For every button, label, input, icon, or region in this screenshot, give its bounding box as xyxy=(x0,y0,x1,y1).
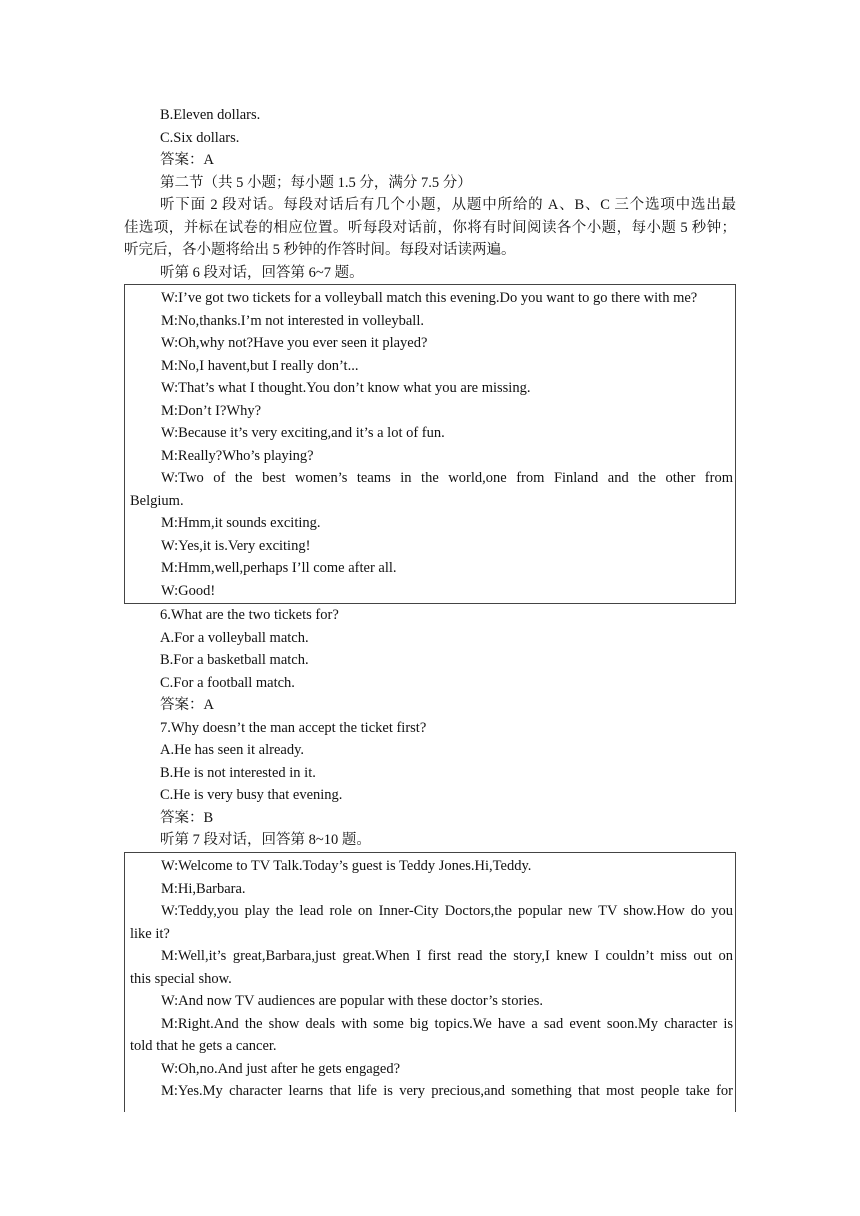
dialog-line: W:Good! xyxy=(161,582,216,599)
dialog-line: M:Right.And the show deals with some big topics.We have a sad event soon.My character is xyxy=(161,1015,733,1032)
dialog-line: M:No,thanks.I’m not interested in volleyball. xyxy=(161,312,424,329)
dialog-line: W:Teddy,you play the lead role on Inner-City Doctors,the popular new TV show.How do you xyxy=(161,903,733,919)
question-7: 7.Why doesn’t the man accept the ticket first? xyxy=(160,719,427,736)
section-heading: 第二节（共 5 小题；每小题 1.5 分，满分 7.5 分） xyxy=(160,174,472,191)
dialog-line: M:Don’t I?Why? xyxy=(161,402,261,419)
question-7-option-a: A.He has seen it already. xyxy=(160,742,305,758)
intro-section xyxy=(124,104,736,284)
dialog-line: M:Really?Who’s playing? xyxy=(161,447,314,464)
question-6-answer: 答案：A xyxy=(160,697,214,713)
dialog-7-box xyxy=(124,852,736,1112)
question-6: 6.What are the two tickets for? xyxy=(160,607,339,623)
dialog-line: M:Hi,Barbara. xyxy=(161,880,246,897)
dialog-line: W:Yes,it is.Very exciting! xyxy=(161,537,311,554)
dialog-line: M:Hmm,well,perhaps I’ll come after all. xyxy=(161,560,397,576)
question-6-option-c: C.For a football match. xyxy=(160,674,295,691)
dialog-line: M:No,I havent,but I really don’t... xyxy=(161,357,359,374)
dialog-line: M:Hmm,it sounds exciting. xyxy=(161,515,321,531)
instructions-line-2: 佳选项，并标在试卷的相应位置。听每段对话前，你将有时间阅读各个小题，每小题 5 秒钟； xyxy=(124,219,736,236)
instructions-line-3: 听完后，各小题将给出 5 秒钟的作答时间。每段对话读两遍。 xyxy=(124,242,516,258)
dialog-6-heading: 听第 6 段对话，回答第 6~7 题。 xyxy=(160,264,364,281)
dialog-line: W:Two of the best women’s teams in the world,one from Finland and the other from xyxy=(161,470,733,486)
question-6-option-a: A.For a volleyball match. xyxy=(160,629,309,646)
dialog-line: M:Yes.My character learns that life is very precious,and something that most people take for xyxy=(161,1083,733,1099)
instructions-line-1: 听下面 2 段对话。每段对话后有几个小题，从题中所给的 A、B、C 三个选项中选出最 xyxy=(160,197,736,213)
dialog-line: W:And now TV audiences are popular with these doctor’s stories. xyxy=(161,993,544,1009)
dialog-line: W:Oh,why not?Have you ever seen it played? xyxy=(161,335,428,351)
dialog-line: M:Well,it’s great,Barbara,just great.When I first read the story,I knew I couldn’t miss out on xyxy=(161,948,733,964)
option-c: C.Six dollars. xyxy=(160,129,240,146)
dialog-line-continued: this special show. xyxy=(130,970,232,987)
question-7-answer: 答案：B xyxy=(160,809,214,826)
option-b: B.Eleven dollars. xyxy=(160,107,261,123)
questions-section xyxy=(124,604,736,852)
question-7-option-b: B.He is not interested in it. xyxy=(160,764,316,781)
dialog-7-heading: 听第 7 段对话，回答第 8~10 题。 xyxy=(160,832,371,848)
dialog-line-continued: like it? xyxy=(130,925,170,942)
dialog-line: W:I’ve got two tickets for a volleyball match this evening.Do you want to go there with me? xyxy=(161,290,698,306)
question-6-option-b: B.For a basketball match. xyxy=(160,652,309,668)
answer: 答案：A xyxy=(160,152,214,168)
question-7-option-c: C.He is very busy that evening. xyxy=(160,787,343,803)
dialog-line: W:Oh,no.And just after he gets engaged? xyxy=(161,1060,401,1077)
dialog-line: W:That’s what I thought.You don’t know what you are missing. xyxy=(161,380,531,396)
dialog-6-box xyxy=(124,284,736,604)
dialog-line: W:Welcome to TV Talk.Today’s guest is Teddy Jones.Hi,Teddy. xyxy=(161,858,532,874)
dialog-line-continued: Belgium. xyxy=(130,492,184,509)
dialog-line: W:Because it’s very exciting,and it’s a lot of fun. xyxy=(161,425,445,441)
dialog-line-continued: told that he gets a cancer. xyxy=(130,1038,277,1054)
